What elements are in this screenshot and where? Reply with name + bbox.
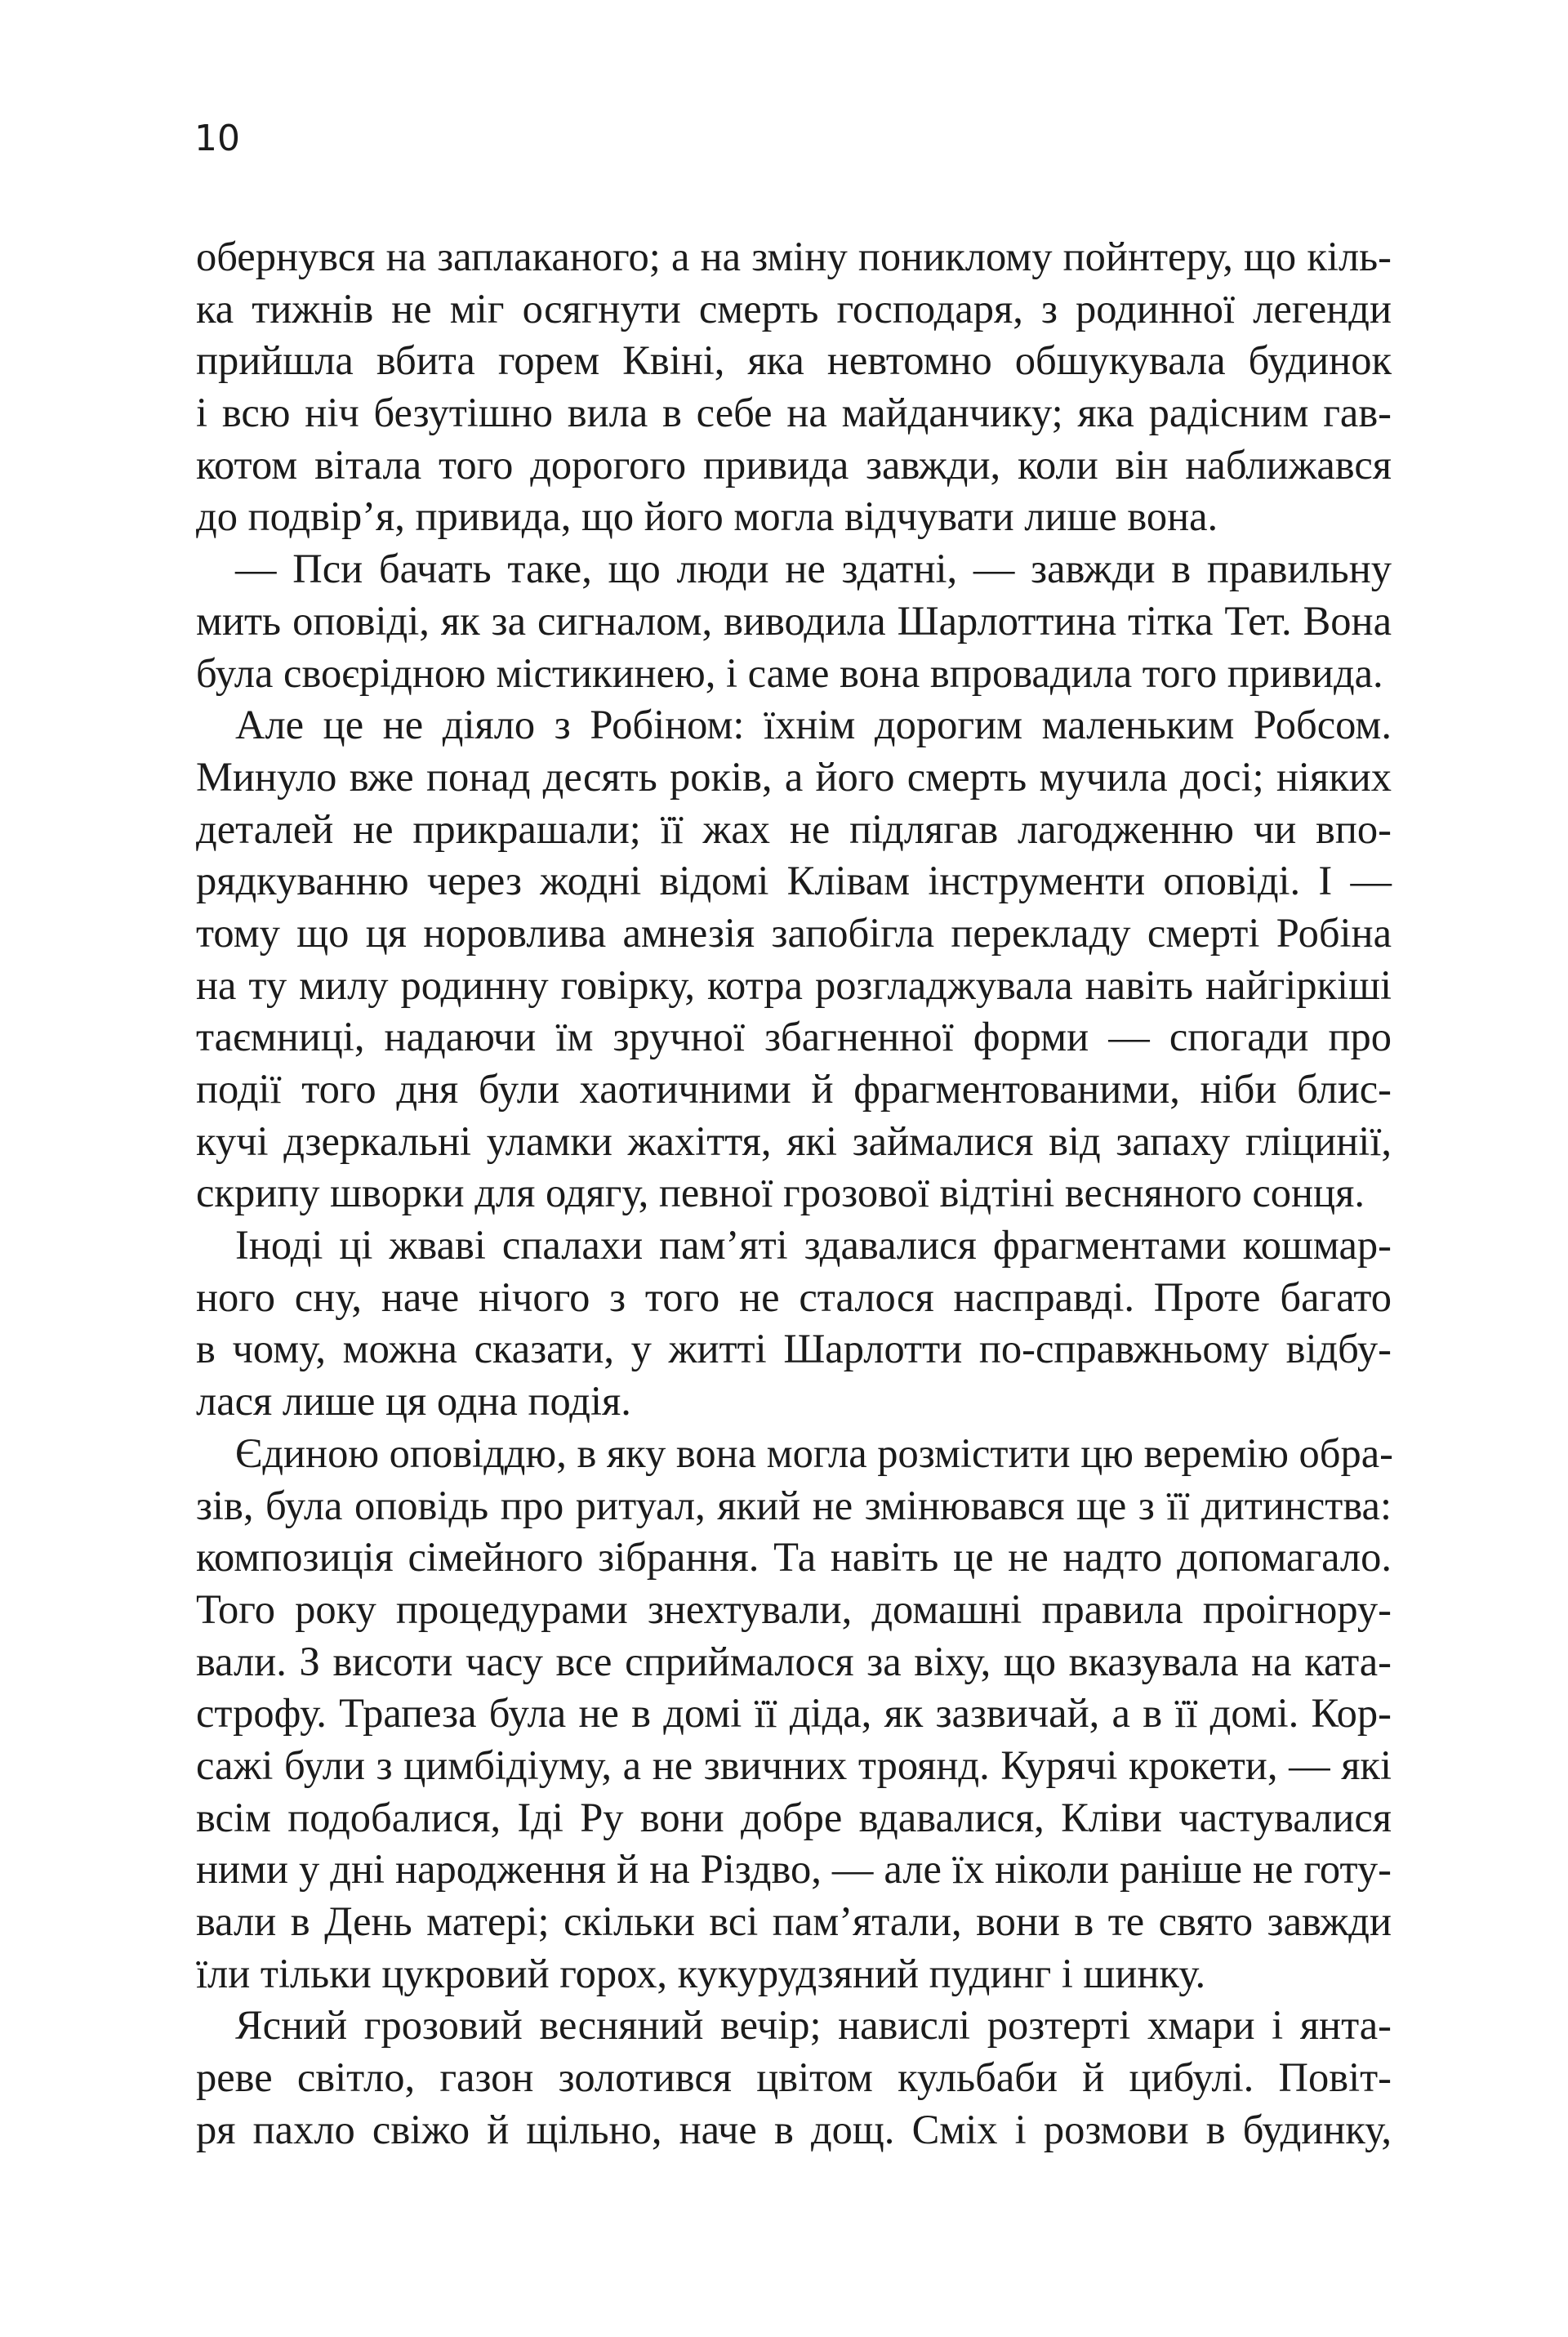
- text-line: сажі були з цимбідіуму, а не звичних троянд. Курячі крокети, — які: [196, 1742, 1392, 1788]
- paragraph: [196, 1428, 1392, 2000]
- text-line: мить оповіді, як за сигналом, виводила Шарлоттина тітка Тет. Вона: [196, 597, 1392, 644]
- text-line: ка тижнів не міг осягнути смерть господаря, з родинної легенди: [196, 285, 1392, 332]
- text-line: зів, була оповідь про ритуал, який не змінювався ще з її дитинства:: [196, 1482, 1392, 1528]
- text-line: обернувся на заплаканого; а на зміну поникломy пойнтеру, що кіль-: [196, 234, 1392, 279]
- text-line: Іноді ці жваві спалахи пам’яті здавалися фрагментами кошмар-: [235, 1222, 1392, 1269]
- text-line: Минуло вже понад десять років, а його смерть мучила досі; ніяких: [196, 753, 1392, 800]
- text-line: котом вітала того дорогого привида завжди, коли він наближався: [196, 441, 1392, 488]
- text-line: всім подобалися, Іді Ру вони добре вдавалися, Кліви частувалися: [196, 1794, 1392, 1840]
- text-line: — Пси бачать таке, що люди не здатні, — завжди в правильну: [235, 546, 1392, 592]
- paragraph: [196, 231, 1392, 543]
- text-line: Ясний грозовий весняний вечір; навислі розтерті хмари і янта-: [235, 2002, 1392, 2049]
- text-line: кучі дзеркальні уламки жахіття, які займалися від запаху гліцинії,: [196, 1117, 1392, 1164]
- text-line: була своєрідною містикинею, і саме вона впровадила того привида.: [196, 649, 1383, 696]
- text-line: до подвір’я, привида, що його могла відчувати лише вона.: [196, 493, 1218, 540]
- text-line: строфу. Трапеза була не в домі її діда, як зазвичай, а в її домі. Кор-: [196, 1690, 1392, 1737]
- text-line: таємниці, надаючи їм зручної збагненної форми — спогади про: [196, 1014, 1392, 1060]
- text-line: рядкуванню через жодні відомі Клівам інструменти оповіді. І —: [196, 858, 1392, 904]
- text-line: тому що ця норовлива амнезія запобігла перекладу смерті Робіна: [196, 909, 1392, 956]
- text-line: в чому, можна сказати, у житті Шарлотти по-справжньому відбу-: [196, 1326, 1392, 1372]
- text-line: реве світло, газон золотився цвітом кульбаби й цибулі. Повіт-: [196, 2054, 1392, 2101]
- text-line: Того року процедурами знехтували, домашні правила проігнору-: [196, 1586, 1392, 1632]
- text-line: Але це не діяло з Робіном: їхнім дорогим маленьким Робсом.: [235, 702, 1392, 748]
- text-line: лася лише ця одна подія.: [196, 1378, 631, 1425]
- text-line: ного сну, наче нічого з того не сталося насправді. Проте багато: [196, 1273, 1392, 1320]
- text-line: вали. З висоти часу все сприймалося за віху, що вказувала на ката-: [196, 1638, 1392, 1684]
- paragraph: [196, 1220, 1392, 1428]
- paragraph: [196, 699, 1392, 1220]
- text-line: події того дня були хаотичними й фрагментованими, ніби блис-: [196, 1066, 1392, 1112]
- text-line: на ту милу родинну говірку, котра розгладжувала навіть найгіркіші: [196, 961, 1392, 1008]
- text-line: ними у дні народження й на Різдво, — але їх ніколи раніше не готу-: [196, 1846, 1392, 1893]
- paragraph: [196, 2000, 1392, 2156]
- text-line: і всю ніч безутішно вила в себе на майданчику; яка радісним гав-: [196, 390, 1392, 436]
- text-line: ря пахло свіжо й щільно, наче в дощ. Сміх і розмови в будинку,: [196, 2106, 1392, 2152]
- text-line: Єдиною оповіддю, в яку вона могла розмістити цю веремію обра-: [235, 1429, 1393, 1476]
- text-line: прийшла вбита горем Квіні, яка невтомно обшукувала будинок: [196, 337, 1392, 384]
- text-line: деталей не прикрашали; її жах не підлягав лагодженню чи впо-: [196, 805, 1392, 852]
- paragraph: [196, 543, 1392, 699]
- text-line: скрипу шворки для одягу, певної грозової відтіні весняного сонця.: [196, 1170, 1365, 1216]
- text-line: композиція сімейного зібрання. Та навіть це не надто допомагало.: [196, 1534, 1392, 1581]
- body-text: [196, 231, 1392, 2156]
- page-number: 10: [194, 118, 240, 159]
- text-line: їли тільки цукровий горох, кукурудзяний пудинг і шинку.: [196, 1950, 1206, 1996]
- text-line: вали в День матері; скільки всі пам’ятали, вони в те свято завжди: [196, 1898, 1392, 1944]
